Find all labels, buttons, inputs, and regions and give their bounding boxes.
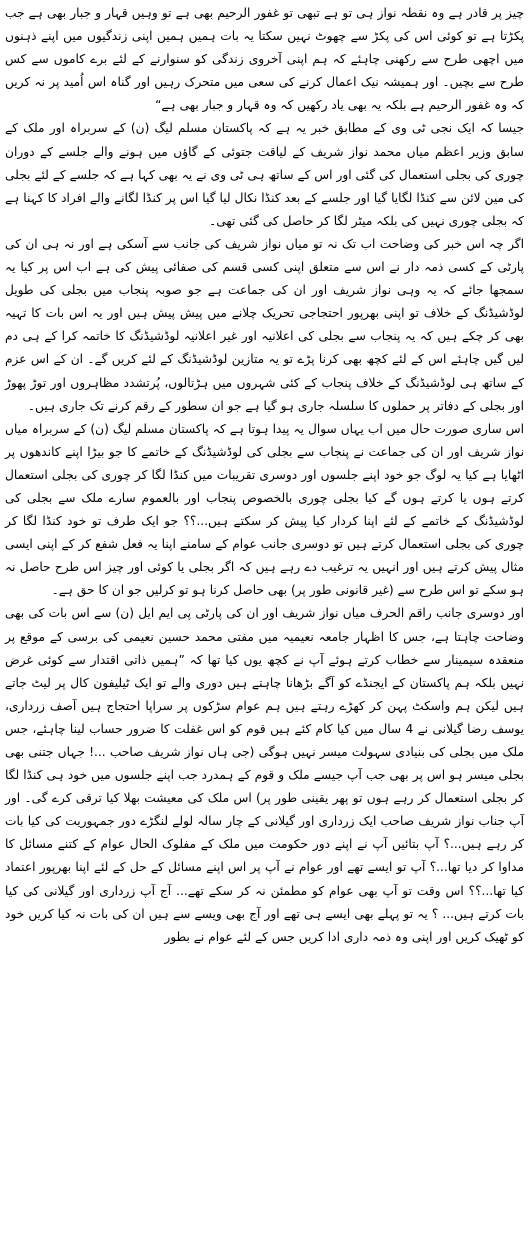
article-paragraph-1: چیز پر قادر ہے وہ نقطہ نواز ہی تو ہے تبھی تو غفور الرحیم بھی ہے تو وہیں قہار و جبار بھی ہے جب پکڑتا ہے تو کوئی اس کی پکڑ سے چھوٹ نہیں سکتا یہ بات ہمیں ہمیں اپنی زندگیوں میں اپنے ذہنوں میں اچھی طرح سے رکھنی چاہئے کہ ہم اپنی آخروی زندگی کو سنوارنے کے لئے برے کاموں سے کس طرح سے بچیں۔ اور ہمیشہ نیک اعمال کرنے کی سعی میں متحرک رہیں اور گناہ اس اُمید پر نہ کریں کہ وہ غفور الرحیم ہے بلکہ یہ بھی یاد رکھیں کہ وہ قہار و جبار بھی ہے“ [5,6,524,113]
article-paragraph-2: جیسا کہ ایک نجی ٹی وی کے مطابق خبر یہ ہے کہ پاکستان مسلم لیگ (ن) کے سربراہ اور ملک کے سابق وزیر اعظم میاں محمد نواز شریف کے لیاقت جتوئی کے گاؤں میں ہونے والے جلسے کے دوران چوری کی بجلی استعمال کی گئی اور اس کے ساتھ ہی ٹی وی نے یہ بھی کہا ہے کہ جلسے کے لئے بجلی کی مین لائن سے کنڈا لگایا گیا اور جلسے کے بعد کنڈا نکال لیا گیا اس پر کنڈا لگانے والے افراد کا کہنا ہے کہ بجلی چوری نہیں کی بلکہ میٹر لگا کر حاصل کی گئی تھی۔ [5,121,524,228]
article-paragraph-3: اگر چہ اس خبر کی وضاحت اب تک نہ تو میاں نواز شریف کی جانب سے آسکی ہے اور نہ ہی ان کی پارٹی کے کسی ذمہ دار نے اس سے متعلق اپنی کسی قسم کی صفائی پیش کی ہے اب اس پر کیا یہ سمجھا جائے کہ یہ وہی نواز شریف اور ان کی جماعت ہے جو صوبہ پنجاب میں بجلی کی طویل لوڈشیڈنگ کے خلاف تو اپنی بھرپور احتجاجی تحریک چلانے میں پیش پیش ہیں اور یہ اس بات کا تہیہ بھی کر چکے ہیں کہ یہ پنجاب سے بجلی کی اعلانیہ اور غیر اعلانیہ لوڈشیڈنگ کا خاتمہ کرا کے ہی دم لیں گیں چاہئے اس کے لئے کچھ بھی کرنا پڑے تو یہ متازین لوڈشیڈنگ کے لئے کریں گے۔ ان کے اس عزم کے ساتھ ہی لوڈشیڈنگ کے خلاف پنجاب کے کئی شہروں میں ہڑتالوں، پُرتشدد مظاہروں اور توڑ پھوڑ اور بجلی کے دفاتر پر حملوں کا سلسلہ جاری ہو گیا ہے جو ان سطور کے رقم کرنے تک جاری ہیں۔ [5,236,524,413]
article-paragraph-5: اور دوسری جانب راقم الحرف میاں نواز شریف اور ان کی پارٹی پی ایم ایل (ن) سے اس بات کی بھی وضاحت چاہتا ہے، جس کا اظہار جامعہ نعیمیہ میں مفتی محمد حسین نعیمی کی برسی کے موقع پر منعقدہ سیمینار سے خطاب کرتے ہوئے آپ نے کچھ یوں کیا تھا کہ ”ہمیں ذاتی اقتدار سے کوئی غرض نہیں بلکہ ہم پاکستان کے ایجنڈے کو آگے بڑھانا چاہتے ہیں دوری والے تو ایک ٹیلیفون کال پر لیٹ جاتے ہیں لیکن ہم واسکٹ پہن کر کھڑے رہتے ہیں ہم عوام سڑکوں پر سراپا احتجاج ہیں آصف زرداری، یوسف رضا گیلانی نے 4 سال میں کیا کام کئے ہیں قوم کو اس غفلت کا ضرور حساب لینا چاہئے، جس ملک میں بجلی کی بنیادی سہولت میسر نہیں ہوگی (جی ہاں نواز شریف صاحب ...! جہاں جتنی بھی بجلی میسر ہو اس پر بھی جب آپ جیسے ملک و قوم کے ہمدرد جب اپنے جلسوں میں خود ہی کنڈا لگا کر بجلی استعمال کر رہے ہوں تو پھر یقینی طور پر) اس ملک کی معیشت بھلا کیا ترقی کرے گی۔ اور آپ جناب نواز شریف صاحب ایک زرداری اور گیلانی کے چار سالہ لولے لنگڑے دور جمہوریت کی کیا بات کر رہے ہیں...؟ آپ بتائیں آپ نے اپنے دور حکومت میں ملک کے مفلوک الحال عوام کے کتنے مسائل کا مداوا کر دیا تھا...؟ آپ تو ایسے تھے اور عوام نے آپ پر اس اپنے مسائل کے حل کے لئے اپنا بھرپور اعتماد کیا تھا...؟؟ اس وقت تو آپ بھی عوام کو مطمئن نہ کر سکے تھے... آج آپ زرداری اور گیلانی کی کیا بات کرتے ہیں... ؟ یہ تو پہلے بھی ایسے ہی تھے اور آج بھی ویسے سے ہیں ان کی بات نہ کیا کریں خود کو ٹھیک کریں اور اپنی وہ ذمہ داری ادا کریں جس کے لئے عوام نے بطور [5,606,524,944]
article-paragraph-4: اس ساری صورت حال میں اب یہاں سوال یہ پیدا ہوتا ہے کہ پاکستان مسلم لیگ (ن) کے سربراہ میاں نواز شریف اور ان کی جماعت نے پنجاب سے بجلی کی لوڈشیڈنگ کے خاتمے کا جو بیڑا اپنے کاندھوں پر اٹھایا ہے کیا یہ لوگ جو خود اپنے جلسوں اور دوسری تقریبات میں کنڈا لگا کر چوری کی بجلی استعمال کرتے ہوں یا کرتے ہوں گے کیا بجلی چوری بالخصوص پنجاب اور بالعموم سارے ملک سے بجلی کی لوڈشیڈنگ کے خاتمے کے لئے اپنا کردار کیا پیش کر سکتے ہیں...؟؟ جو ایک طرف تو خود کنڈا لگا کر چوری کی بجلی استعمال کرتے ہیں تو دوسری جانب عوام کے سامنے اپنا یہ فعل شفع کر کے اپنی ایسی مثال پیش کرتے ہیں اور انہیں یہ ترغیب دے رہے ہیں کہ اگر بجلی یا کوئی اور چیز اس طرح حاصل نہ ہو سکے تو اس طرح سے (غیر قانونی طور پر) بھی حاصل کرنا ہو تو کرلیں جو ان کا حق ہے۔ [5,421,524,598]
